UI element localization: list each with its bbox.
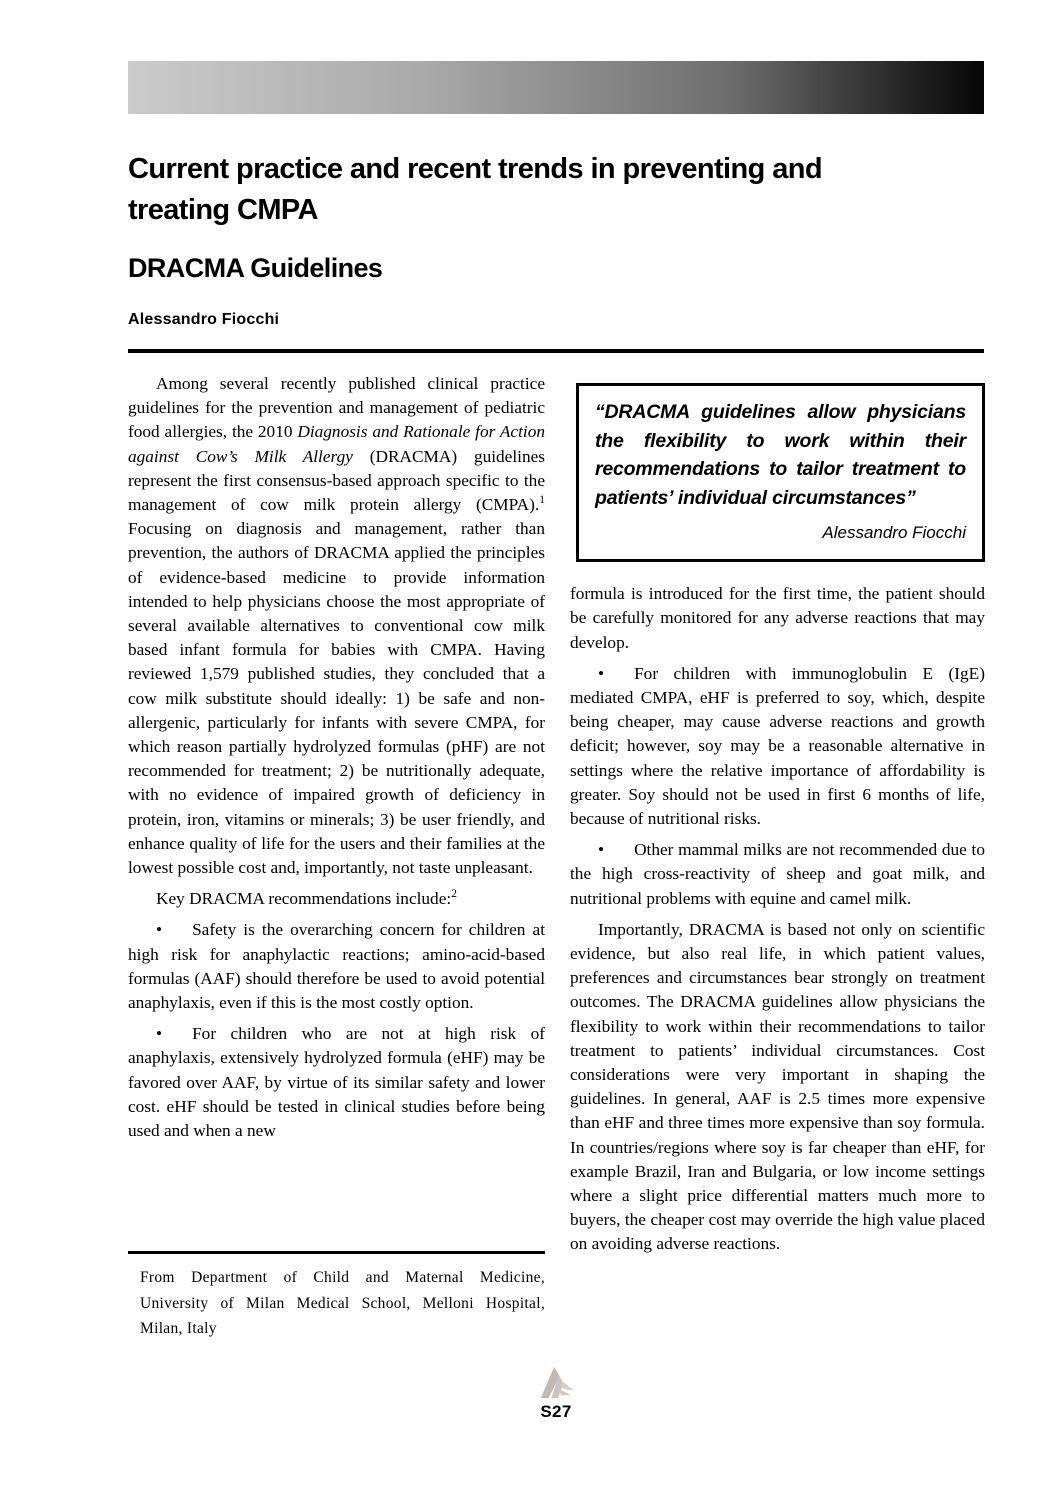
article-title-line-2: treating CMPA: [128, 194, 318, 226]
bullet-item-ehf: [128, 1022, 545, 1143]
article-title: [128, 149, 998, 231]
paragraph-key-recommendations: Key DRACMA recommendations include:$^2$: [156, 888, 457, 909]
bullet-text: Safety is the overarching concern for children at high risk for anaphylactic reactions; amino-acid-based formulas (AAF) should therefore be used to avoid potential anaphylaxis, even if this is the most costly option.: [128, 920, 545, 1013]
publisher-logo-icon: [534, 1364, 578, 1400]
article-subtitle: DRACMA Guidelines: [128, 253, 383, 283]
footnote-rule: [128, 1251, 545, 1254]
footnote: [128, 1251, 545, 1342]
bullet-item-ige: [570, 662, 985, 831]
bullet-item-safety: [128, 918, 545, 1015]
footnote-line: From Department of Child and Maternal Medicine,: [140, 1269, 545, 1286]
footnote-line: Milan, Italy: [140, 1320, 217, 1337]
bullet-text: For children with immunoglobulin E (IgE) mediated CMPA, eHF is preferred to soy, which, despite being cheaper, may cause adverse reactions and growth deficit; however, soy may be a reasonable alternative in settings where the relative importance of affordability is greater. Soy should not be used in first 6 months of life, because of nutritional risks.: [570, 663, 985, 829]
paragraph-monitoring: formula is introduced for the first time, the patient should be carefully monitored for any adverse reactions that may develop.: [570, 584, 985, 652]
quote-attribution: Alessandro Fiocchi: [822, 523, 966, 542]
page-footer: [128, 1364, 984, 1422]
article-title-line-1: Current practice and recent trends in preventing and: [128, 153, 822, 185]
bullet-icon: •: [598, 840, 605, 860]
bullet-item-mammal-milks: [570, 838, 985, 911]
quote-text: “DRACMA guidelines allow physicians the flexibility to work within their recommendations to tailor treatment to patients’ individual circumstances”: [595, 401, 966, 509]
right-column: [570, 372, 985, 1264]
paragraph-cost: Importantly, DRACMA is based not only on scientific evidence, but also real life, in which patient values, preferences and circumstances bear strongly on treatment outcomes. The DRACMA guidelines allow physicians the flexibility to work within their recommendations to tailor treatment to patients’ individual circumstances. Cost considerations were very important in shaping the guidelines. In general, AAF is 2.5 times more expensive than eHF and three times more expensive than soy formula. In countries/regions where soy is far cheaper than eHF, for example Brazil, Iran and Bulgaria, or low income settings where a slight price differential matters much more to buyers, the cheaper cost may override the high value placed on avoiding adverse reactions.: [570, 919, 985, 1254]
bullet-icon: •: [598, 663, 605, 683]
bullet-icon: •: [156, 1024, 163, 1044]
bullet-icon: •: [156, 920, 163, 940]
bullet-text: Other mammal milks are not recommended due to the high cross-reactivity of sheep and goat milk, and nutritional problems with equine and camel milk.: [570, 840, 985, 908]
left-column: [128, 372, 545, 1150]
header-gradient-bar: [128, 61, 984, 114]
paragraph-intro: Among several recently published clinical practice guidelines for the prevention and management of pediatric food allergies, the 2010 Diagnosis and Rationale for Action against Cow’s Milk Allergy (DRACMA) guidelines represent the first consensus-based approach specific to the management of cow milk protein allergy (CMPA).$^1$ Focusing on diagnosis and management, rather than prevention, the authors of DRACMA applied the principles of evidence-based medicine to provide information intended to help physicians choose the most appropriate of several available alternatives to conventional cow milk based infant formula for babies with CMPA. Having reviewed 1,579 published studies, they concluded that a cow milk substitute should ideally: 1) be safe and non-allergenic, particularly for infants with severe CMPA, for which reason partially hydrolyzed formulas (pHF) are not recommended for treatment; 2) be nutritionally adequate, with no evidence of impaired growth of deficiency in protein, iron, vitamins or minerals; 3) be user friendly, and enhance quality of life for the users and their families at the lowest possible cost and, importantly, not taste unpleasant.: [128, 374, 545, 878]
footnote-line: University of Milan Medical School, Melloni Hospital,: [140, 1294, 545, 1312]
bullet-text: For children who are not at high risk of anaphylaxis, extensively hydrolyzed formula (eHF) may be favored over AAF, by virtue of its similar safety and lower cost. eHF should be tested in clinical studies before being used and when a new: [128, 1024, 545, 1141]
pull-quote-box: [576, 383, 985, 562]
author-name: Alessandro Fiocchi: [128, 311, 280, 328]
page-number: S27: [540, 1402, 572, 1421]
header-rule: [128, 349, 984, 353]
